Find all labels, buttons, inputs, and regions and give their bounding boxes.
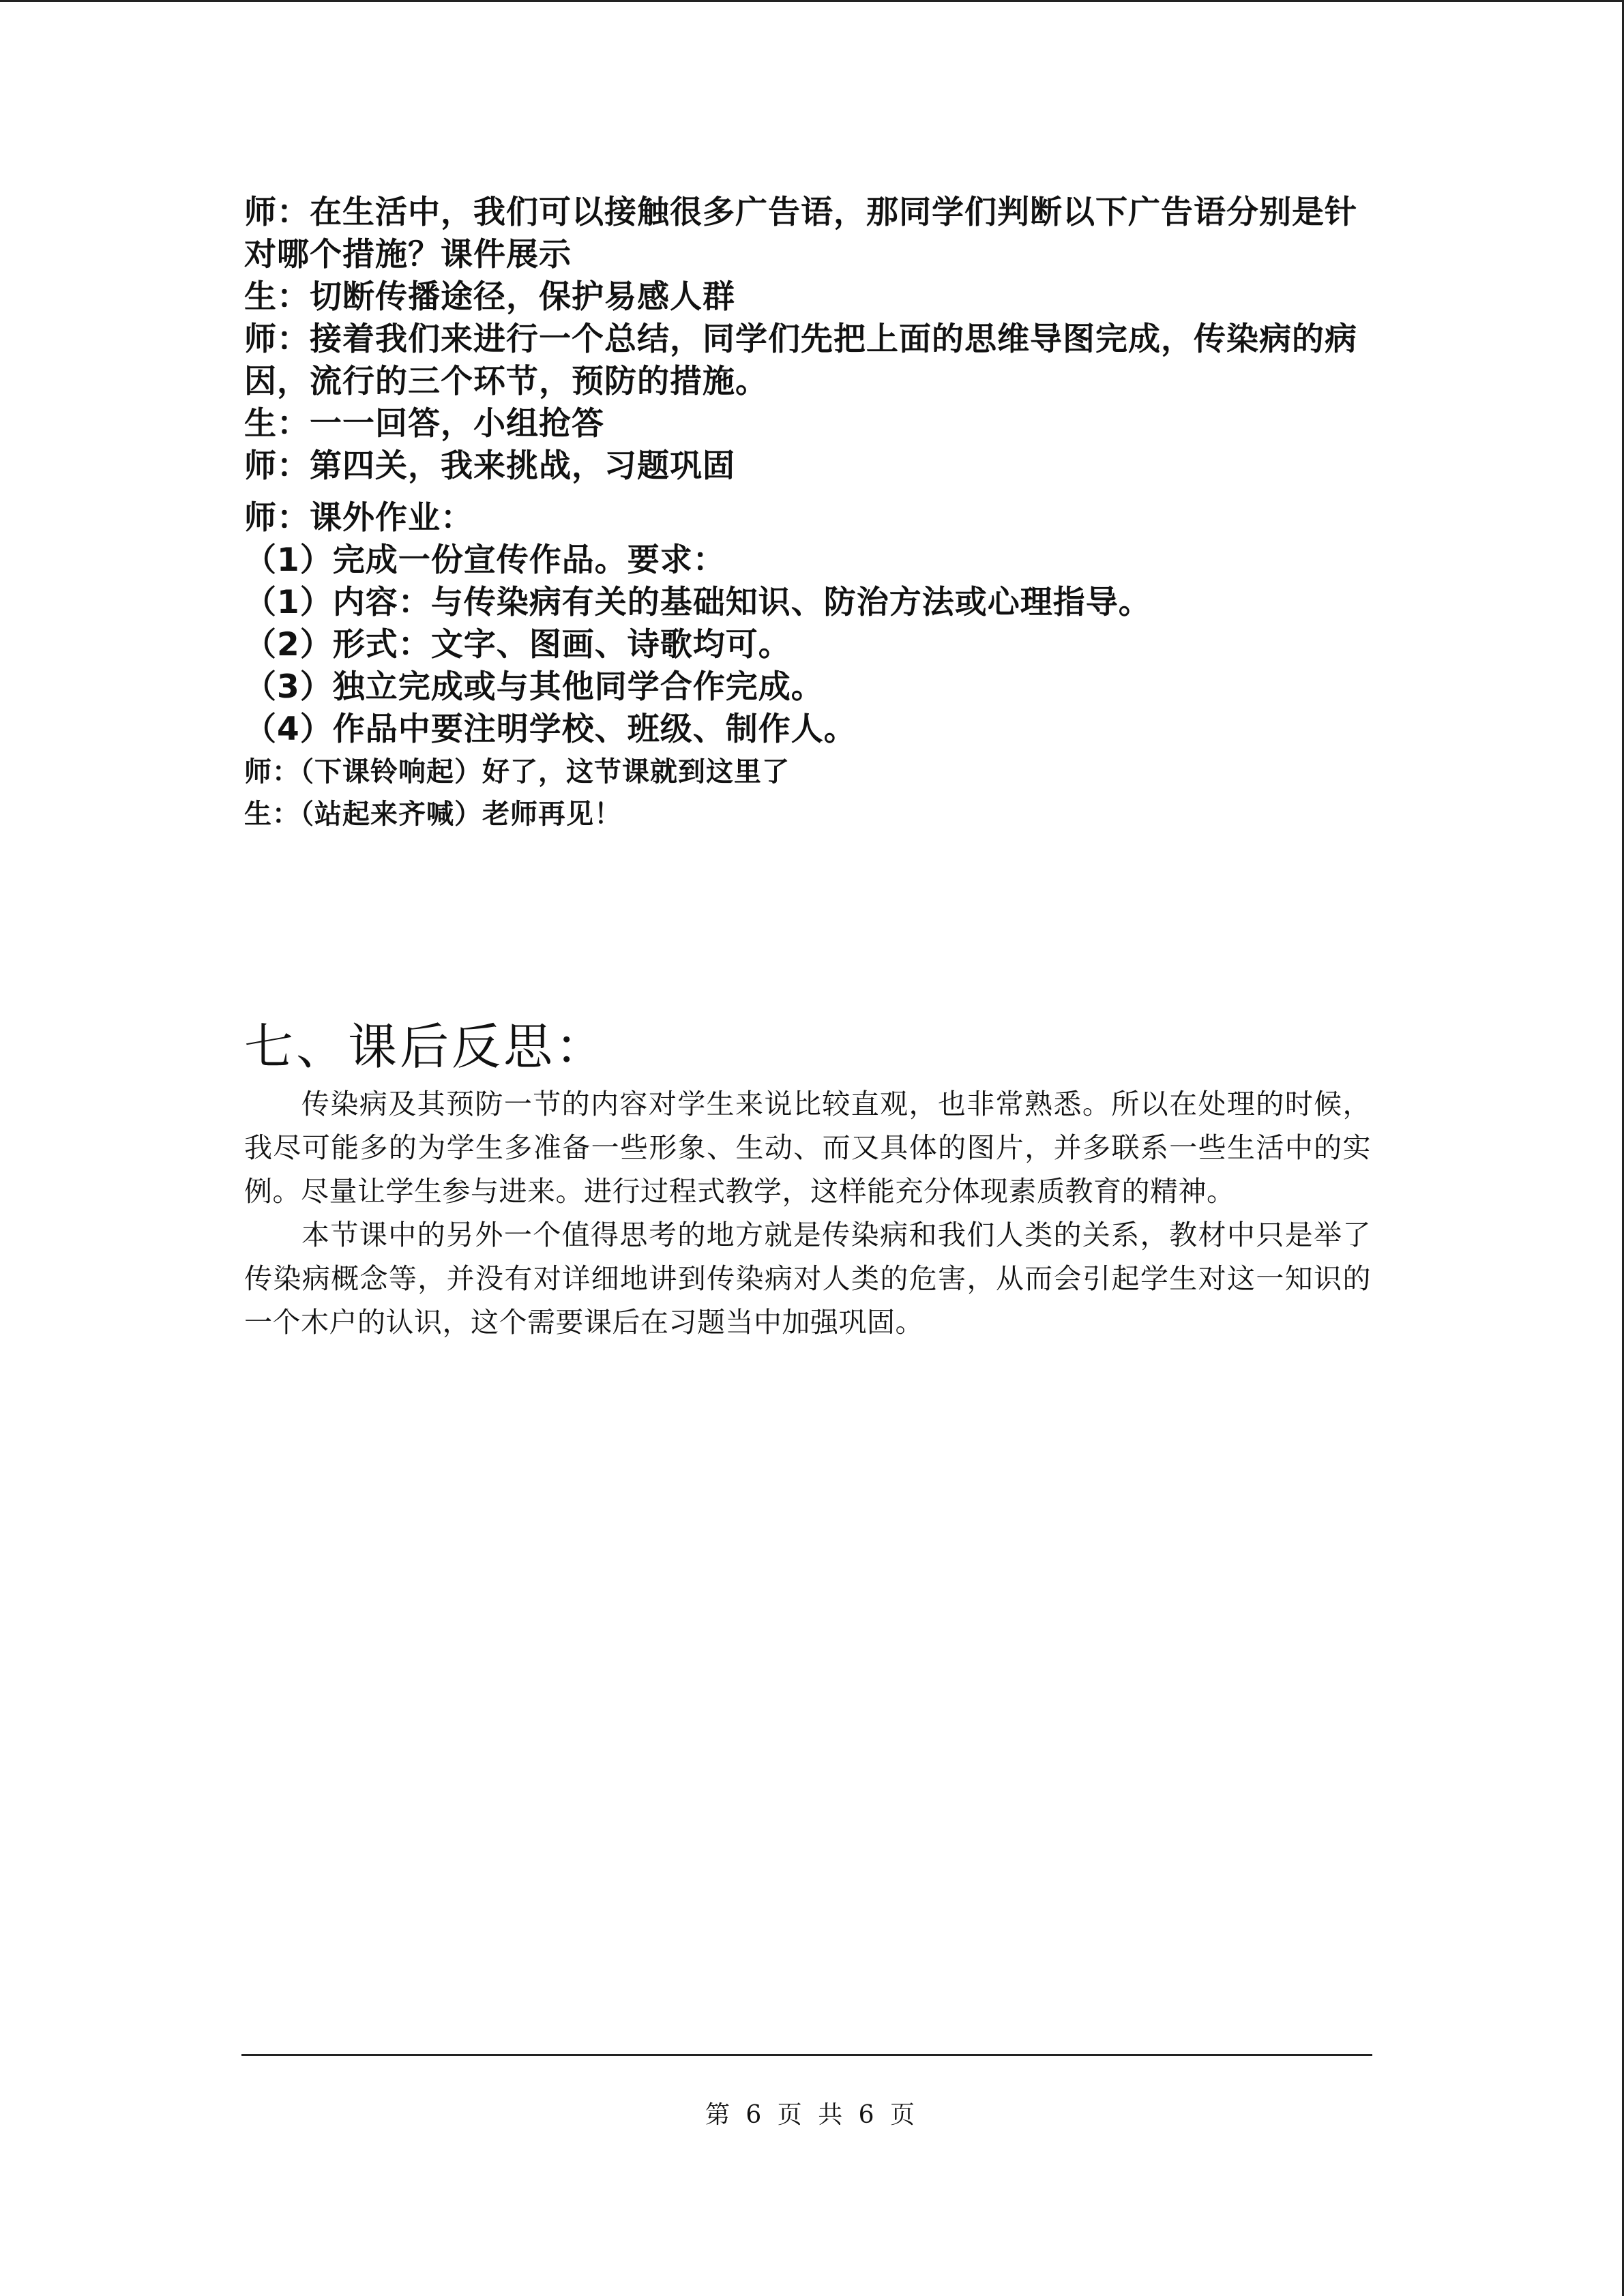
homework-item: （1）内容：与传染病有关的基础知识、防治方法或心理指导。 — [244, 584, 1151, 621]
reflection-body — [244, 1082, 1371, 1344]
page-number: 第 6 页 共 6 页 — [705, 2101, 919, 2129]
dialogue-block — [244, 192, 1376, 835]
page-border-top — [0, 0, 1624, 2]
closing-line: 师：（下课铃响起）好了，这节课就到这里了 — [244, 756, 790, 788]
homework-item: （4）作品中要注明学校、班级、制作人。 — [244, 711, 857, 748]
homework-item: （2）形式：文字、图画、诗歌均可。 — [244, 626, 791, 664]
dialogue-line: 生：一一回答，小组抢答 — [244, 405, 604, 443]
footer-divider — [241, 2054, 1372, 2056]
dialogue-line: 生：切断传播途径，保护易感人群 — [244, 278, 735, 316]
homework-item: （1）完成一份宣传作品。要求： — [244, 541, 726, 579]
homework-title: 师：课外作业： — [244, 499, 473, 537]
homework-item: （3）独立完成或与其他同学合作完成。 — [244, 668, 824, 706]
closing-line: 生：（站起来齐喊）老师再见！ — [244, 799, 622, 830]
dialogue-line: 师：接着我们来进行一个总结，同学们先把上面的思维导图完成，传染病的病因，流行的三个环节，预防的措施。 — [244, 320, 1357, 400]
dialogue-line: 师：在生活中，我们可以接触很多广告语，那同学们判断以下广告语分别是针对哪个措施？课件展示 — [244, 194, 1357, 273]
section-heading: 七、课后反思： — [244, 1018, 608, 1075]
reflection-paragraph: 传染病及其预防一节的内容对学生来说比较直观，也非常熟悉。所以在处理的时候，我尽可能多的为学生多准备一些形象、生动、而又具体的图片，并多联系一些生活中的实例。尽量让学生参与进来。进行过程式教学，这样能充分体现素质教育的精神。 — [244, 1088, 1371, 1208]
reflection-paragraph: 本节课中的另外一个值得思考的地方就是传染病和我们人类的关系，教材中只是举了传染病概念等，并没有对详细地讲到传染病对人类的危害，从而会引起学生对这一知识的一个木户的认识，这个需要课后在习题当中加强巩固。 — [244, 1219, 1371, 1339]
dialogue-line: 师：第四关，我来挑战，习题巩固 — [244, 447, 735, 485]
